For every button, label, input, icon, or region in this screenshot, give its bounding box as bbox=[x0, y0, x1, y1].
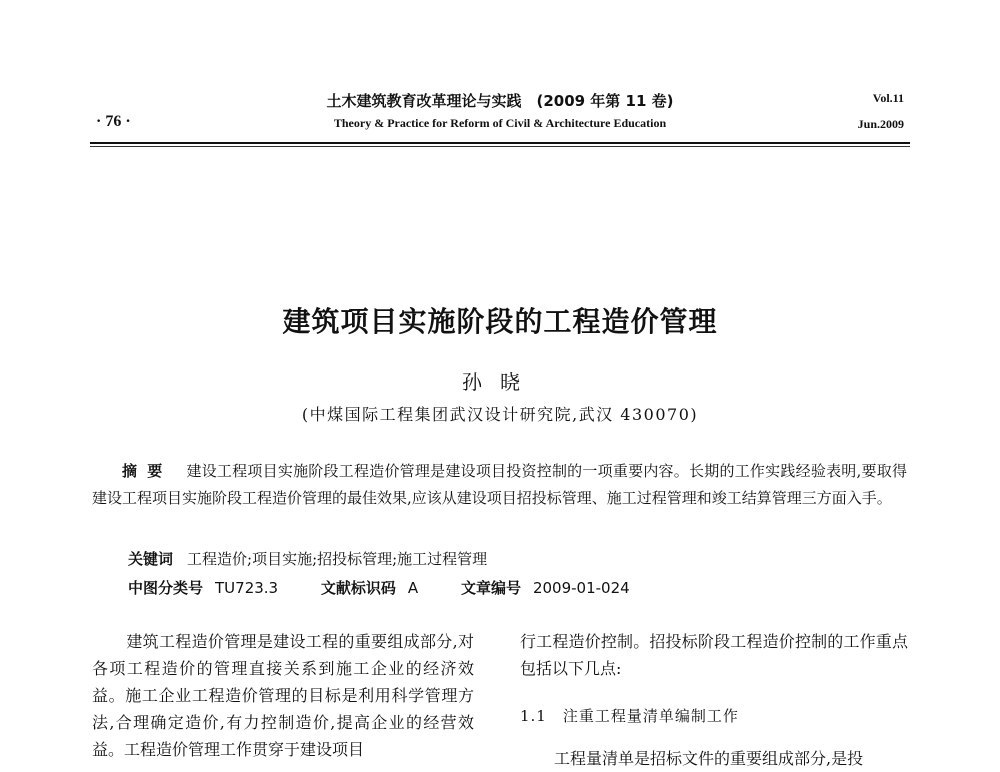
clc-value: TU723.3 bbox=[215, 579, 279, 597]
author-name: 孙晓 bbox=[462, 370, 538, 394]
body-right-paragraph-2 bbox=[520, 745, 908, 772]
left-paragraph: 建筑工程造价管理是建设工程的重要组成部分,对各项工程造价的管理直接关系到施工企业的经济效益。施工企业工程造价管理的目标是利用科学管理方法,合理确定造价,有力控制造价,提高企业的经营效益。工程造价管理工作贯穿于建设项目 bbox=[92, 632, 474, 759]
header-rule-thin bbox=[90, 146, 910, 147]
doc-code-value: A bbox=[407, 579, 419, 597]
journal-title-cn: 土木建筑教育改革理论与实践 (2009 年第 11 卷) bbox=[326, 92, 674, 110]
doc-code-label: 文献标识码 bbox=[320, 579, 396, 597]
issue-date: Jun.2009 bbox=[857, 117, 904, 131]
body-left-column bbox=[92, 628, 474, 763]
article-title: 建筑项目实施阶段的工程造价管理 bbox=[282, 305, 718, 338]
article-no-label: 文章编号 bbox=[460, 579, 521, 597]
journal-title-en: Theory & Practice for Reform of Civil & Architecture Education bbox=[333, 116, 667, 130]
clc-label: 中图分类号 bbox=[128, 579, 204, 597]
keywords-text: 工程造价;项目实施;招投标管理;施工过程管理 bbox=[187, 550, 488, 568]
author-affiliation: (中煤国际工程集团武汉设计研究院,武汉 430070) bbox=[301, 405, 699, 424]
keywords-label: 关键词 bbox=[128, 550, 174, 568]
abstract-text: 建设工程项目实施阶段工程造价管理是建设项目投资控制的一项重要内容。长期的工作实践经验表明,要取得建设工程项目实施阶段工程造价管理的最佳效果,应该从建设项目招投标管理、施工过程管理和竣工结算管理三方面入手。 bbox=[92, 462, 907, 507]
article-no-value: 2009-01-024 bbox=[532, 579, 630, 597]
header-rule-thick bbox=[90, 142, 910, 144]
abstract-block bbox=[92, 458, 907, 512]
section-heading: 1.1 注重工程量清单编制工作 bbox=[520, 707, 739, 725]
right-paragraph-2-text: 工程量清单是招标文件的重要组成部分,是投 bbox=[554, 749, 864, 768]
abstract-label: 摘要 bbox=[122, 462, 173, 480]
volume-label: Vol.11 bbox=[872, 91, 904, 105]
body-right-paragraph-1: 行工程造价控制。招投标阶段工程造价控制的工作重点包括以下几点: bbox=[520, 632, 908, 678]
keywords-row bbox=[128, 548, 908, 569]
page-number: · 76 · bbox=[96, 113, 131, 130]
classification-row bbox=[128, 577, 908, 598]
